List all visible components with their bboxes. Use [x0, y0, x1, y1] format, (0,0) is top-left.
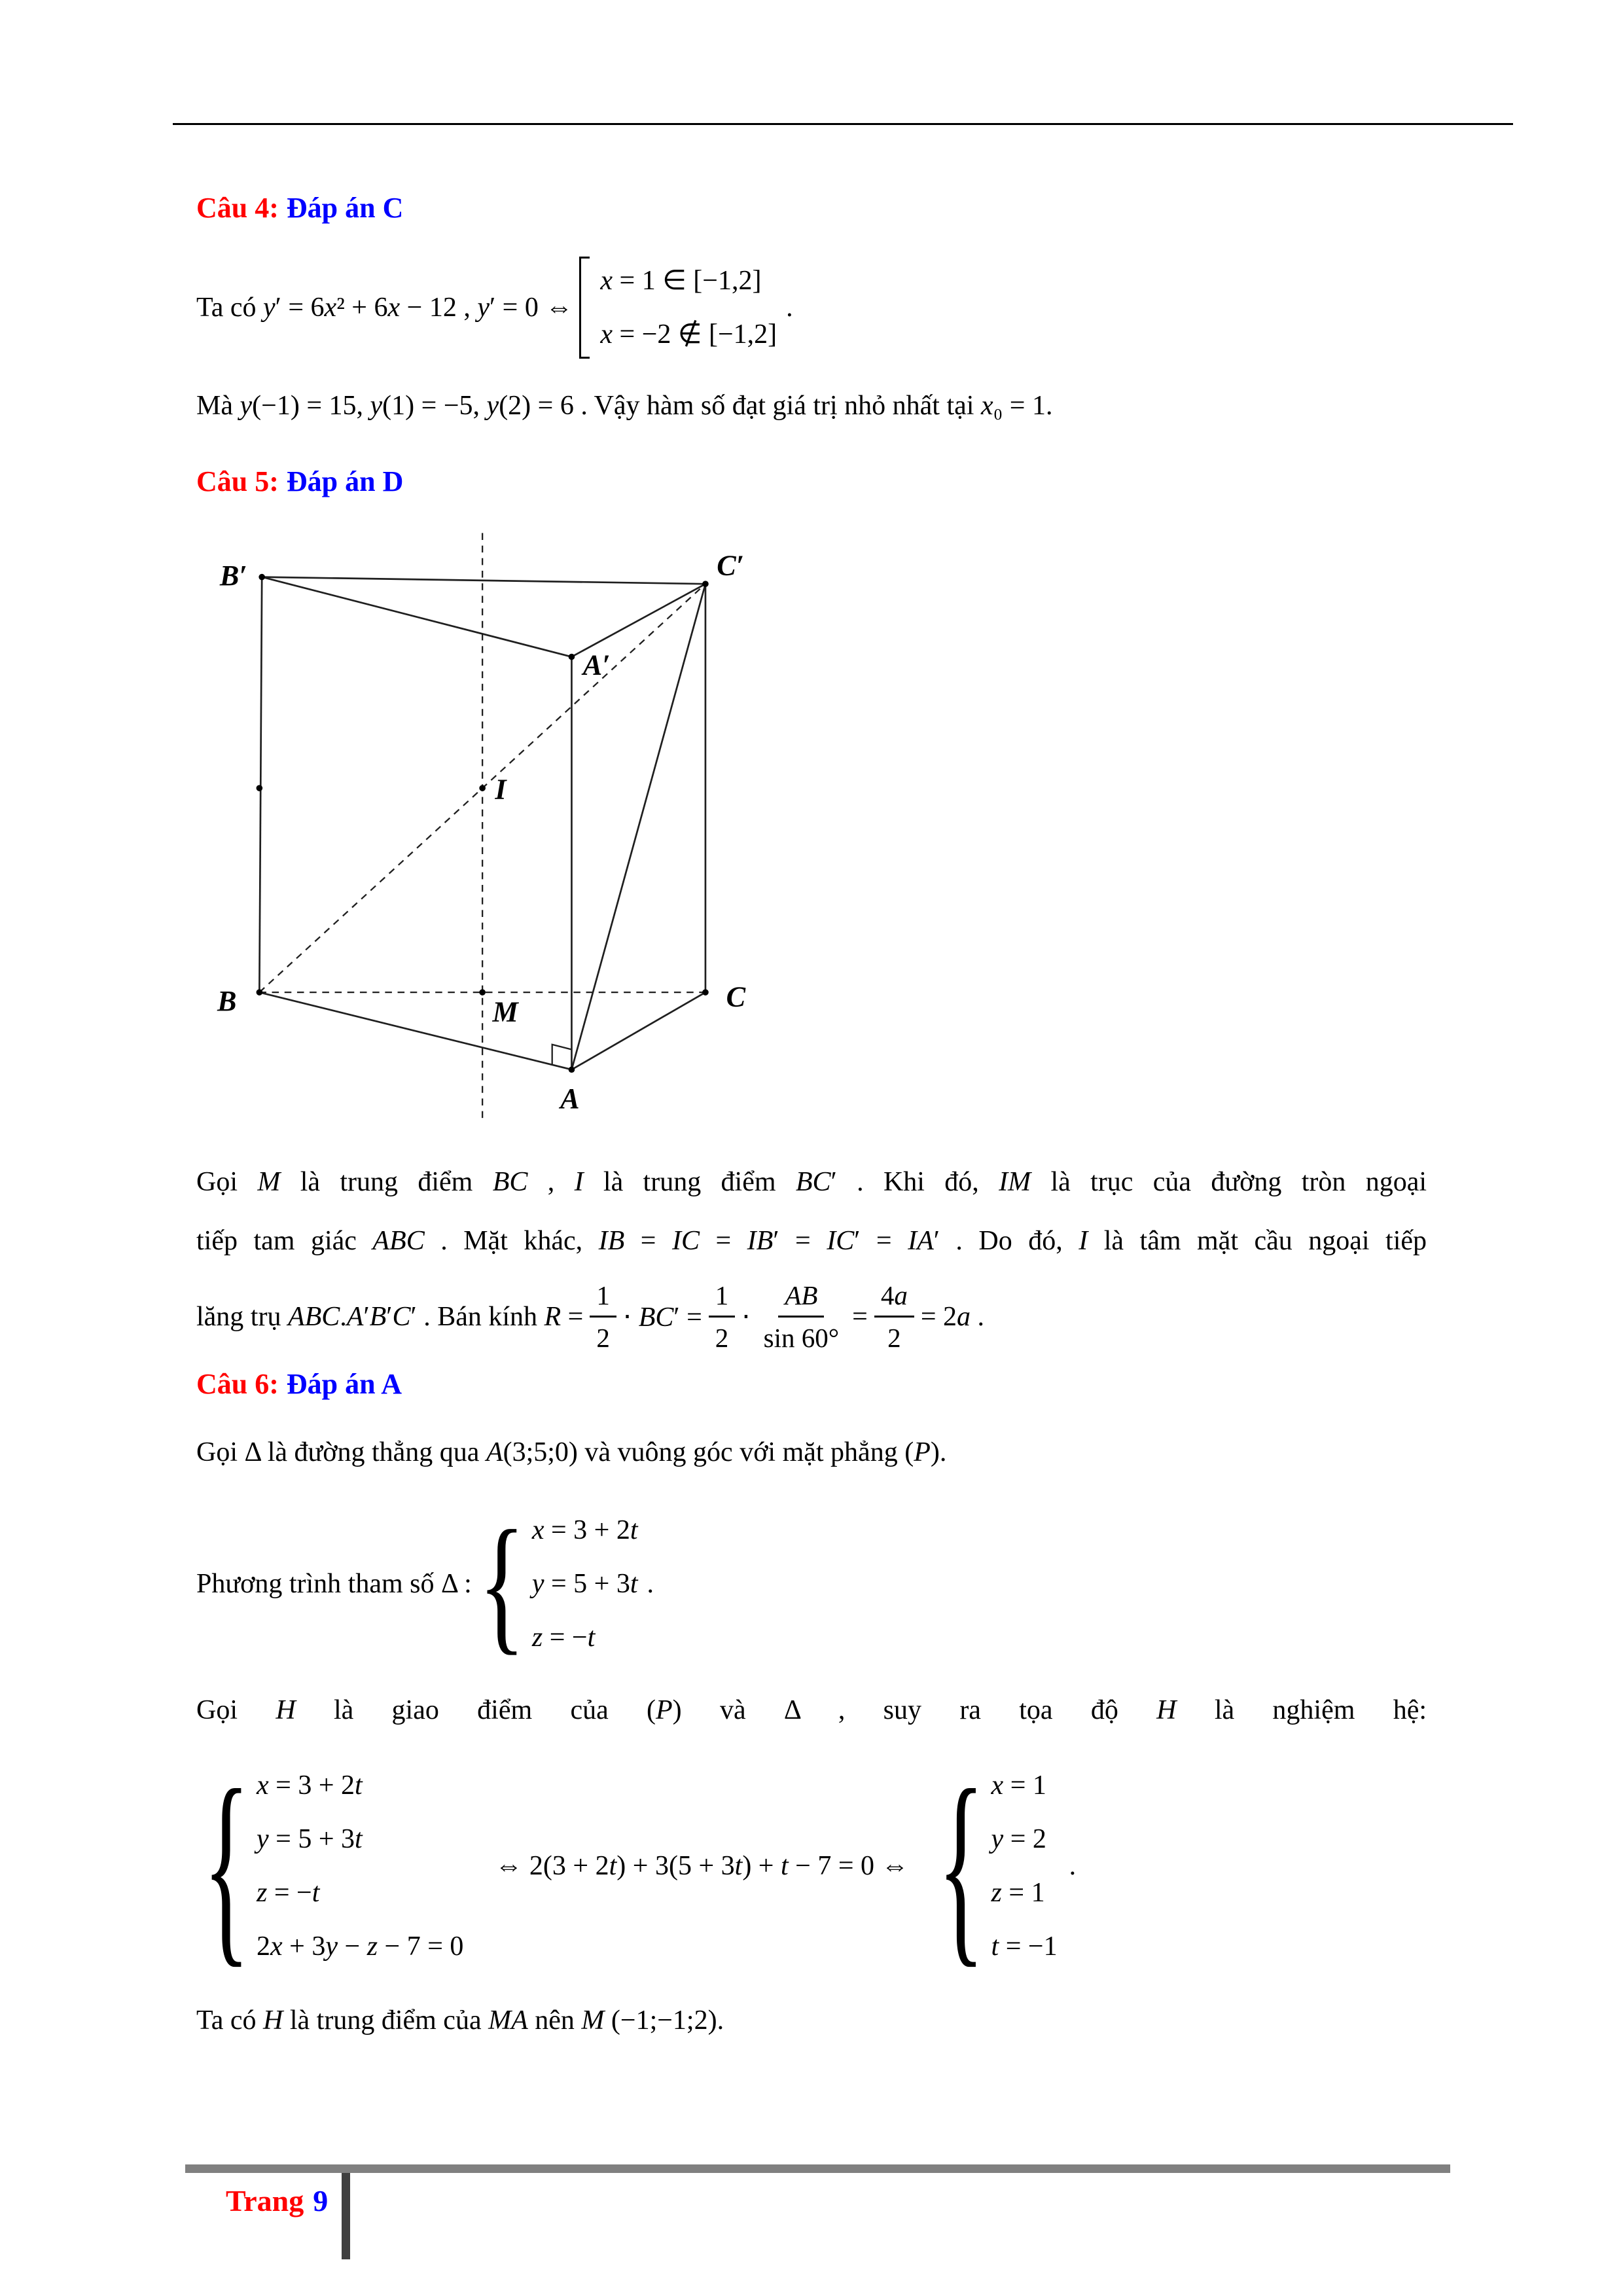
q5-heading	[196, 463, 1427, 500]
right-angle-marker	[552, 1045, 572, 1065]
case-lines	[600, 257, 777, 359]
q5-paragraph-line-2: tiếp tam giác ABC . Mặt khác, IB = IC = IB′ = IC′ = IA′ . Do đó, I là tâm mặt cầu ngoại tiếp	[196, 1226, 1427, 1256]
page-number	[226, 2183, 328, 2218]
q6-system-middle: ⇔ 2(3 + 2t) + 3(5 + 3t) + t − 7 = 0 ⇔	[495, 1851, 909, 1881]
fraction-one-half-a: $\frac{1}{2}$	[590, 1279, 616, 1354]
q5-radius-mid-1: ⋅ BC′ =	[622, 1302, 702, 1333]
sys-left-1: x = 3 + 2t	[257, 1770, 363, 1801]
content-area	[196, 0, 1427, 2041]
q6-system-left	[203, 1746, 464, 1986]
q5-radius-mid-2: ⋅	[741, 1302, 751, 1333]
param-y: y = 5 + 3t	[531, 1569, 638, 1599]
case-lines	[257, 1761, 463, 1971]
q6-heading-number: Câu 6:	[196, 1368, 279, 1400]
footer-rule	[185, 2164, 1450, 2173]
footer-vertical-bar	[342, 2173, 350, 2259]
q5-heading-number: Câu 5:	[196, 465, 279, 497]
q5-radius-line	[196, 1279, 1427, 1354]
q5-heading-answer: Đáp án D	[286, 465, 404, 497]
vertex-label-b: B	[217, 985, 237, 1017]
line-period: .	[1069, 1851, 1077, 1881]
page-number-value: 9	[313, 2184, 329, 2217]
case-line-1: x = 1 ∈ [−1,2]	[600, 266, 762, 296]
q6-parametric-line	[196, 1499, 1427, 1668]
q4-heading-number: Câu 4:	[196, 192, 279, 224]
sys-right-3: z = 1	[991, 1878, 1045, 1908]
sys-right-1: x = 1	[991, 1770, 1046, 1801]
q4-evaluation-line: Mà y(−1) = 15, y(1) = −5, y(2) = 6 . Vậy hàm số đạt giá trị nhỏ nhất tại x₀ = 1.	[196, 391, 1053, 421]
curly-brace: {	[937, 1746, 985, 1986]
sys-left-3: z = −t	[257, 1878, 320, 1908]
vertex-label-m: M	[492, 996, 518, 1028]
curly-brace: {	[203, 1746, 250, 1986]
q6-system-block	[196, 1746, 1427, 1986]
fraction-4a-over-2: $\frac{4a}{2}$	[874, 1279, 914, 1354]
page-number-label: Trang	[226, 2184, 304, 2217]
square-bracket	[579, 257, 590, 359]
q6-system-right	[937, 1746, 1058, 1986]
q5-radius-mid-3: =	[852, 1301, 868, 1332]
vertex-label-a: A	[560, 1082, 580, 1115]
q6-midpoint-line: Ta có H là trung điểm của MA nên M (−1;−1;2).	[196, 2005, 724, 2036]
q5-radius-tail: = 2a .	[920, 1301, 984, 1332]
prism-figure	[216, 524, 769, 1152]
curly-brace: {	[478, 1499, 526, 1668]
param-x: x = 3 + 2t	[531, 1515, 638, 1545]
case-lines	[991, 1761, 1058, 1971]
sys-right-4: t = −1	[991, 1931, 1058, 1962]
q4-derivative-line	[196, 257, 1427, 359]
vertex-label-a-prime: A′	[582, 649, 611, 681]
vertex-label-c: C	[726, 980, 746, 1013]
q4-heading	[196, 190, 1427, 226]
q4-solution-cases	[579, 257, 777, 359]
q6-line-through-a: Gọi Δ là đường thẳng qua A(3;5;0) và vuông góc với mặt phẳng (P).	[196, 1437, 947, 1467]
q6-parametric-lead: Phương trình tham số Δ :	[196, 1569, 472, 1599]
q5-paragraph-line-1: Gọi M là trung điểm BC , I là trung điểm BC′ . Khi đó, IM là trục của đường tròn ngoại	[196, 1167, 1427, 1197]
q4-derivative-expression: Ta có y′ = 6x² + 6x − 12 , y′ = 0 ⇔	[196, 293, 573, 323]
sys-right-2: y = 2	[991, 1824, 1046, 1854]
vertex-label-i: I	[495, 773, 507, 806]
q4-heading-answer: Đáp án C	[286, 192, 404, 224]
q6-heading-answer: Đáp án A	[286, 1368, 402, 1400]
sys-left-2: y = 5 + 3t	[257, 1824, 363, 1854]
case-lines	[532, 1506, 638, 1662]
line-period: .	[647, 1569, 654, 1599]
fraction-one-half-b: $\frac{1}{2}$	[709, 1279, 736, 1354]
line-period: .	[786, 293, 793, 323]
vertex-label-c-prime: C′	[717, 549, 745, 582]
q6-parametric-system	[478, 1499, 638, 1668]
q5-radius-lead: lăng trụ ABC.A′B′C′ . Bán kính R =	[196, 1301, 584, 1332]
q6-heading	[196, 1366, 1427, 1403]
vertex-label-b-prime: B′	[219, 560, 247, 592]
q6-intersection-line: Gọi H là giao điểm của (P) và Δ , suy ra tọa độ H là nghiệm hệ:	[196, 1695, 1427, 1725]
fraction-ab-over-sin60: $\frac{AB}{\sin 60^\circ}$	[763, 1280, 840, 1353]
param-z: z = −t	[531, 1623, 596, 1653]
case-line-2: x = −2 ∉ [−1,2]	[600, 319, 777, 350]
sys-left-4: 2x + 3y − z − 7 = 0	[257, 1931, 464, 1962]
